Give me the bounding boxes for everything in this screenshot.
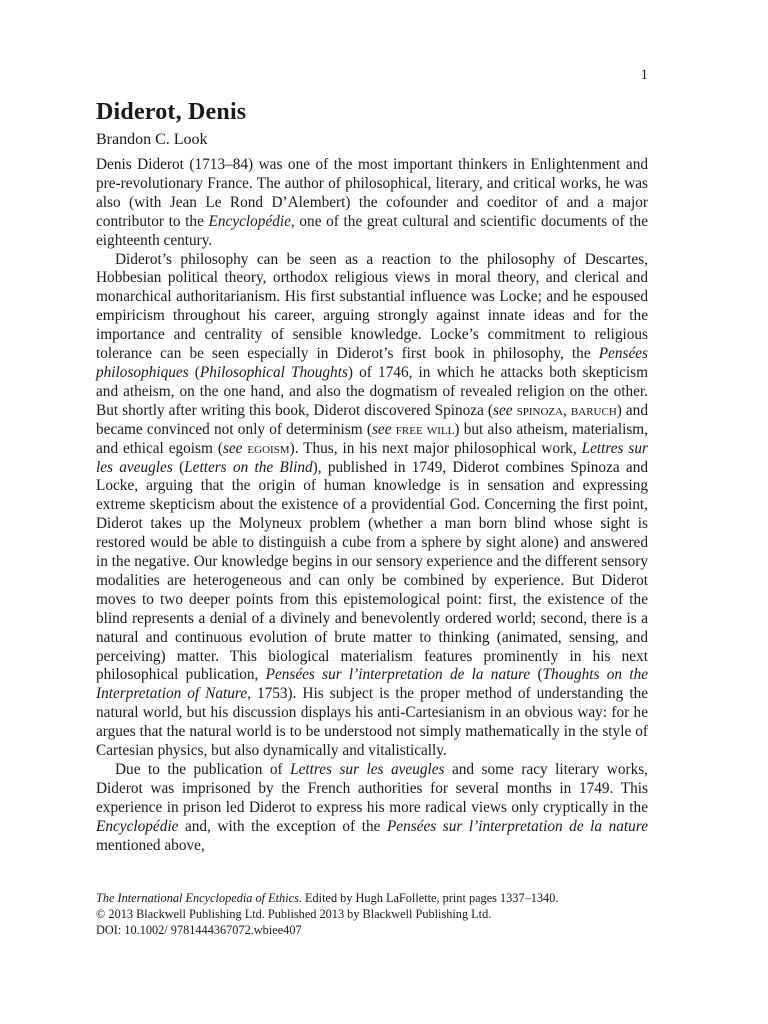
body-paragraph [96, 761, 648, 856]
italic-text: Letters on the Blind [184, 458, 313, 476]
text-run: , one of the great cultural and scientific documents of the eighteenth century. [96, 212, 648, 249]
text-run: and, with the exception of the [178, 817, 387, 835]
citation-line [96, 891, 656, 907]
text-run: Diderot’s philosophy can be seen as a reaction to the philosophy of Descartes, Hobbesian political theory, orthodox religious views in moral theory, and clerical and monarchical authoritarianism. His first substantial influence was Locke; and he espoused empiricism throughout his career, arguing strongly against innate ideas and for the importance and centrality of sensible knowledge. Locke’s commitment to religious tolerance can be seen especially in Diderot’s first book in philosophy, the [96, 250, 648, 363]
citation-work-title: The International Encyclopedia of Ethics [96, 891, 299, 905]
citation-details: . Edited by Hugh LaFollette, print pages 1337–1340. [298, 891, 559, 905]
cross-reference: egoism [247, 439, 290, 457]
italic-text: Encyclopédie [208, 212, 291, 230]
publication-footer [96, 891, 656, 938]
article-author: Brandon C. Look [96, 131, 208, 148]
text-run: , 1753). His subject is the proper method of understanding the natural world, but his discussion displays his anti-Cartesianism in an obvious way: for he argues that the natural world is to be understood not simply mathematically in the style of Cartesian physics, but also dynamically and vitalistically. [96, 685, 649, 760]
text-run: ) of 1746, in which he attacks both skepticism and atheism, on the one hand, and also the dogmatism of revealed religion on the other. But shortly after writing this book, Diderot discovered Spinoza ( [96, 363, 648, 419]
italic-text: see [371, 420, 392, 438]
article-body [96, 156, 648, 856]
text-run: ( [172, 458, 185, 476]
italic-text: Pensées sur l’interpretation de la nature [265, 666, 531, 684]
cross-reference: free will [395, 420, 455, 438]
page-number: 1 [640, 67, 648, 83]
body-paragraph [96, 156, 648, 251]
italic-text: Pensées philosophiques [96, 345, 648, 381]
italic-text: Lettres sur les aveugles [96, 439, 648, 476]
copyright-line: © 2013 Blackwell Publishing Ltd. Published 2013 by Blackwell Publishing Ltd. [96, 906, 492, 921]
text-run: ) and became convinced not only of determinism ( [96, 401, 648, 438]
text-run: mentioned above, [96, 836, 205, 854]
italic-text: see [222, 439, 243, 457]
italic-text: Philosophical Thoughts [199, 363, 348, 381]
article-title: Diderot, Denis [96, 99, 247, 125]
text-run: ). Thus, in his next major philosophical work, [289, 439, 582, 457]
text-run: Due to the publication of [115, 761, 291, 778]
text-run: ) but also atheism, materialism, and ethical egoism ( [96, 420, 649, 457]
text-run: ( [530, 666, 543, 684]
italic-text: see [493, 401, 513, 419]
doi-line: DOI: 10.1002/ 9781444367072.wbiee407 [96, 922, 302, 937]
body-paragraph [96, 251, 648, 761]
italic-text: Thoughts on the Interpretation of Nature [96, 666, 649, 703]
cross-reference: spinoza, baruch [516, 401, 617, 419]
text-run: and some racy literary works, Diderot was imprisoned by the French authorities for several months in 1749. This experience in prison led Diderot to express his more radical views only cryptically in the [96, 761, 648, 816]
text-run: ( [188, 363, 200, 381]
text-run: ), published in 1749, Diderot combines Spinoza and Locke, arguing that the origin of human knowledge is in sensation and expressing extreme skepticism about the existence of a providential God. Concerning the first point, Diderot takes up the Molyneux problem (whether a man born blind whose sight is restored would be able to distinguish a cube from a sphere by sight alone) and answered in the negative. Our knowledge begins in our sensory experience and the different sensory modalities are heterogeneous and can only be combined by experience. But Diderot moves to two deeper points from this epistemological point: first, the existence of the blind represents a denial of a divinely and benevolently ordered world; second, there is a natural and continuous evolution of brute matter to thinking (animated, sensing, and perceiving) matter. This biological materialism features prominently in his next philosophical publication, [96, 458, 648, 684]
italic-text: Encyclopédie [96, 817, 179, 835]
italic-text: Lettres sur les aveugles [290, 761, 445, 778]
italic-text: Pensées sur l’interpretation de la nature [386, 817, 648, 835]
text-run: Denis Diderot (1713–84) was one of the most important thinkers in Enlightenment and pre-revolutionary France. The author of philosophical, literary, and critical works, he was also (with Jean Le Rond D’Alembert) the cofounder and coeditor of and a major contributor to the [96, 156, 648, 230]
